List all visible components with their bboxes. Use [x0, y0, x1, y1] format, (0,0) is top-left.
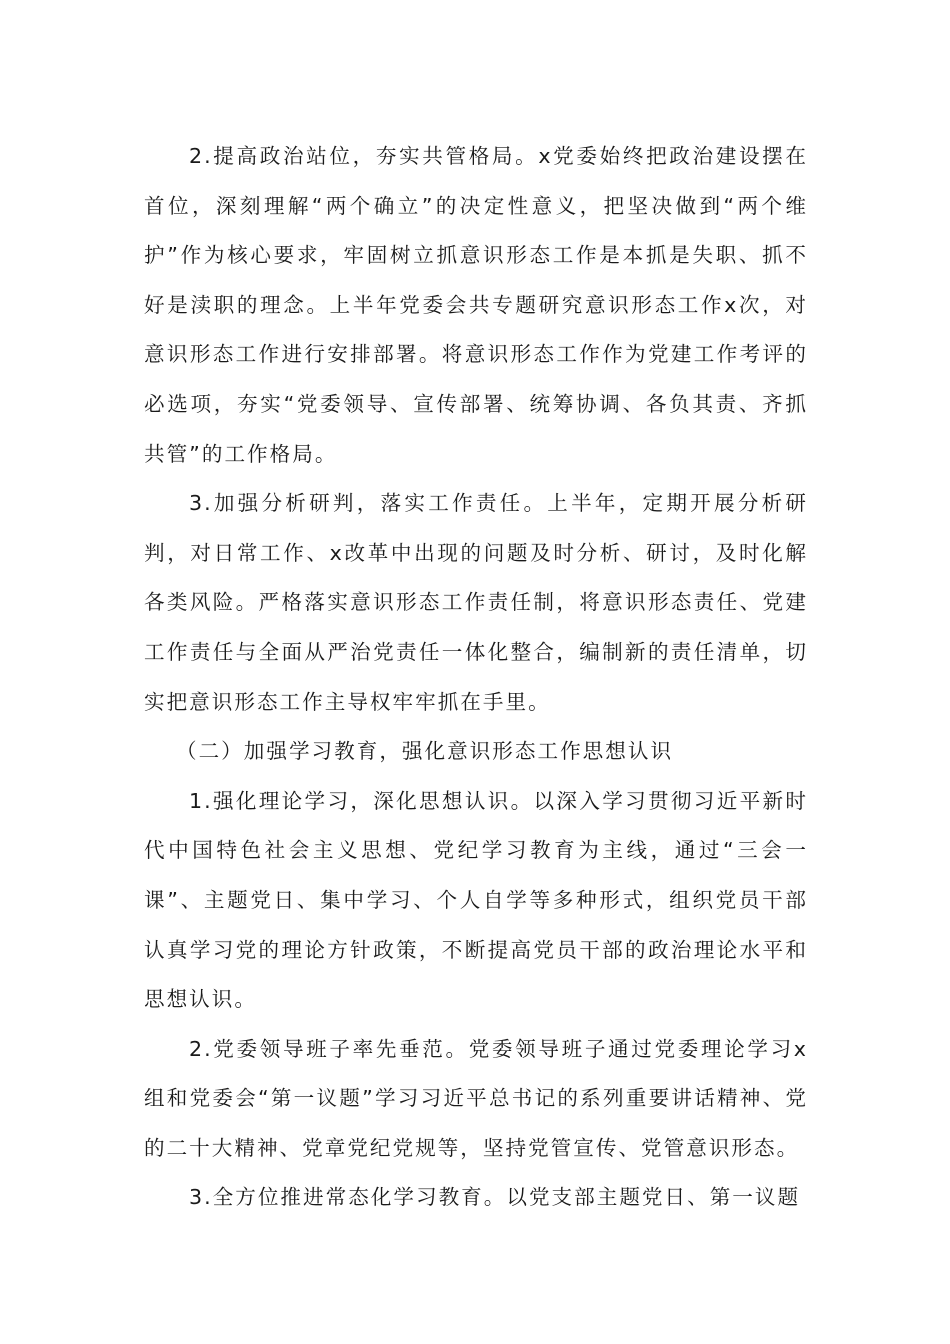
paragraph-leadership-example: 2.党委领导班子率先垂范。党委领导班子通过党委理论学习x组和党委会“第一议题”学习习近平总书记的系列重要讲话精神、党的二十大精神、党章党纪党规等，坚持党管宣传、党管意识形态。	[144, 1036, 808, 1160]
paragraph-theory-study: 1.强化理论学习，深化思想认识。以深入学习贯彻习近平新时代中国特色社会主义思想、党纪学习教育为主线，通过“三会一课”、主题党日、集中学习、个人自学等多种形式，组织党员干部认真学习党的理论方针政策，不断提高党员干部的政治理论水平和思想认识。	[144, 788, 808, 1012]
paragraph-political-standing: 2.提高政治站位，夯实共管格局。x党委始终把政治建设摆在首位，深刻理解“两个确立”的决定性意义，把坚决做到“两个维护”作为核心要求，牢固树立抓意识形态工作是本抓是失职、抓不好是渎职的理念。上半年党委会共专题研究意识形态工作x次，对意识形态工作进行安排部署。将意识形态工作作为党建工作考评的必选项，夯实“党委领导、宣传部署、统筹协调、各负其责、齐抓共管”的工作格局。	[144, 144, 808, 466]
document-body	[144, 132, 808, 1223]
section-heading-study-education: （二）加强学习教育，强化意识形态工作思想认识	[176, 739, 674, 764]
paragraph-regular-study: 3.全方位推进常态化学习教育。以党支部主题党日、第一议题	[189, 1185, 801, 1210]
paragraph-analysis-responsibility: 3.加强分析研判，落实工作责任。上半年，定期开展分析研判，对日常工作、x改革中出现的问题及时分析、研讨，及时化解各类风险。严格落实意识形态工作责任制，将意识形态责任、党建工作责任与全面从严治党责任一体化整合，编制新的责任清单，切实把意识形态工作主导权牢牢抓在手里。	[144, 491, 808, 714]
